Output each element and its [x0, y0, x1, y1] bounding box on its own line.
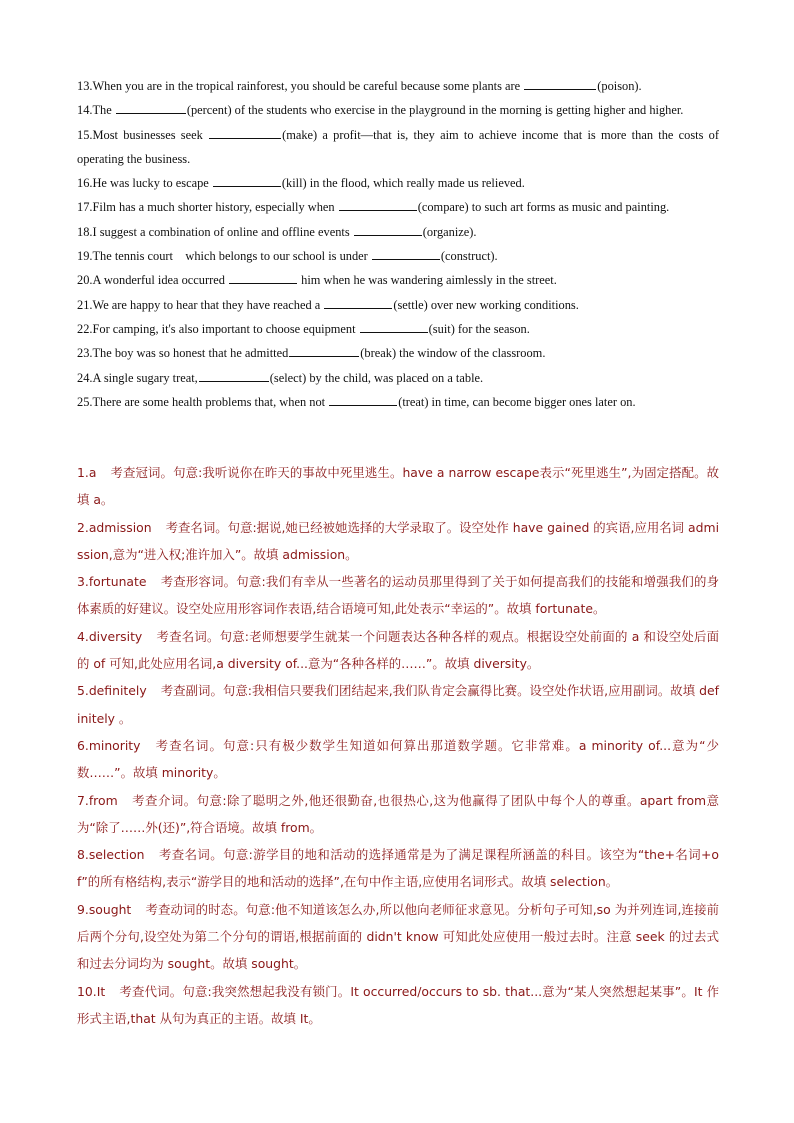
- answer-blank[interactable]: [360, 319, 428, 333]
- answer-7: 7.from 考查介词。句意:除了聪明之外,他还很勤奋,也很热心,这为他赢得了团队中每个人的尊重。apart from意为“除了……外(还)”,符合语境。故填 from。: [77, 792, 719, 835]
- answer-blank[interactable]: [324, 295, 392, 309]
- question-23: 23.The boy was so honest that he admitted (break) the window of the classroom.: [77, 341, 719, 365]
- answer-blank[interactable]: [524, 76, 596, 90]
- question-list: [77, 74, 719, 414]
- question-14: 14.The (percent) of the students who exercise in the playground in the morning is getting higher and higher.: [77, 98, 719, 122]
- answer-1: 1.a 考查冠词。句意:我听说你在昨天的事故中死里逃生。have a narrow escape表示“死里逃生”,为固定搭配。故填 a。: [77, 465, 719, 508]
- answer-blank[interactable]: [329, 392, 397, 406]
- question-19: 19.The tennis court which belongs to our school is under (construct).: [77, 244, 719, 268]
- question-22: 22.For camping, it's also important to choose equipment (suit) for the season.: [77, 317, 719, 341]
- question-15: 15.Most businesses seek (make) a profit—that is, they aim to achieve income that is more than the costs of operating the business.: [77, 123, 719, 172]
- question-18: 18.I suggest a combination of online and offline events (organize).: [77, 220, 719, 244]
- question-25: 25.There are some health problems that, when not (treat) in time, can become bigger ones later on.: [77, 390, 719, 414]
- answer-3: 3.fortunate 考查形容词。句意:我们有幸从一些著名的运动员那里得到了关于如何提高我们的技能和增强我们的身体素质的好建议。设空处应用形容词作表语,结合语境可知,此处表示“幸运的”。故填 fortunate。: [77, 574, 719, 617]
- answer-blank[interactable]: [372, 246, 440, 260]
- answer-blank[interactable]: [213, 173, 281, 187]
- answer-blank[interactable]: [229, 270, 297, 284]
- answer-5: 5.definitely 考查副词。句意:我相信只要我们团结起来,我们队肯定会赢得比赛。设空处作状语,应用副词。故填 definitely 。: [77, 683, 719, 726]
- answer-9: 9.sought 考查动词的时态。句意:他不知道该怎么办,所以他向老师征求意见。分析句子可知,so 为并列连词,连接前后两个分句,设空处为第二个分句的谓语,根据前面的 didn't know 可知此处应使用一般过去时。注意 seek 的过去式和过去分词均为 sought。故填 sought。: [77, 901, 720, 972]
- answer-6: 6.minority 考查名词。句意:只有极少数学生知道如何算出那道数学题。它非常难。a minority of...意为“少数……”。故填 minority。: [77, 737, 719, 781]
- answer-8: 8.selection 考查名词。句意:游学目的地和活动的选择通常是为了满足课程所涵盖的科目。该空为“the+名词+of”的所有格结构,表示“游学目的地和活动的选择”,在句中作主语,应使用名词形式。故填 selection。: [77, 847, 720, 890]
- answer-2: 2.admission 考查名词。句意:据说,她已经被她选择的大学录取了。设空处作 have gained 的宾语,应用名词 admission,意为“进入权;准许加入”。故填 admission。: [77, 519, 720, 562]
- answer-4: 4.diversity 考查名词。句意:老师想要学生就某一个问题表达各种各样的观点。根据设空处前面的 a 和设空处后面的 of 可知,此处应用名词,a diversity of...意为“各种各样的……”。故填 diversity。: [77, 628, 719, 672]
- answer-blank[interactable]: [354, 222, 422, 236]
- question-20: 20.A wonderful idea occurred him when he was wandering aimlessly in the street.: [77, 268, 719, 292]
- question-13: 13.When you are in the tropical rainforest, you should be careful because some plants are (poison).: [77, 74, 719, 98]
- answer-blank[interactable]: [339, 197, 417, 211]
- answer-blank[interactable]: [199, 368, 269, 382]
- answer-blank[interactable]: [209, 125, 281, 139]
- question-21: 21.We are happy to hear that they have reached a (settle) over new working conditions.: [77, 293, 719, 317]
- answer-10: 10.It 考查代词。句意:我突然想起我没有锁门。It occurred/occurs to sb. that...意为“某人突然想起某事”。It 作形式主语,that 从句为真正的主语。故填 It。: [77, 983, 720, 1026]
- question-16: 16.He was lucky to escape (kill) in the flood, which really made us relieved.: [77, 171, 719, 195]
- answer-key: [77, 459, 719, 1032]
- answer-blank[interactable]: [289, 343, 359, 357]
- question-17: 17.Film has a much shorter history, especially when (compare) to such art forms as music and painting.: [77, 195, 719, 219]
- question-24: 24.A single sugary treat, (select) by the child, was placed on a table.: [77, 366, 719, 390]
- answer-blank[interactable]: [116, 100, 186, 114]
